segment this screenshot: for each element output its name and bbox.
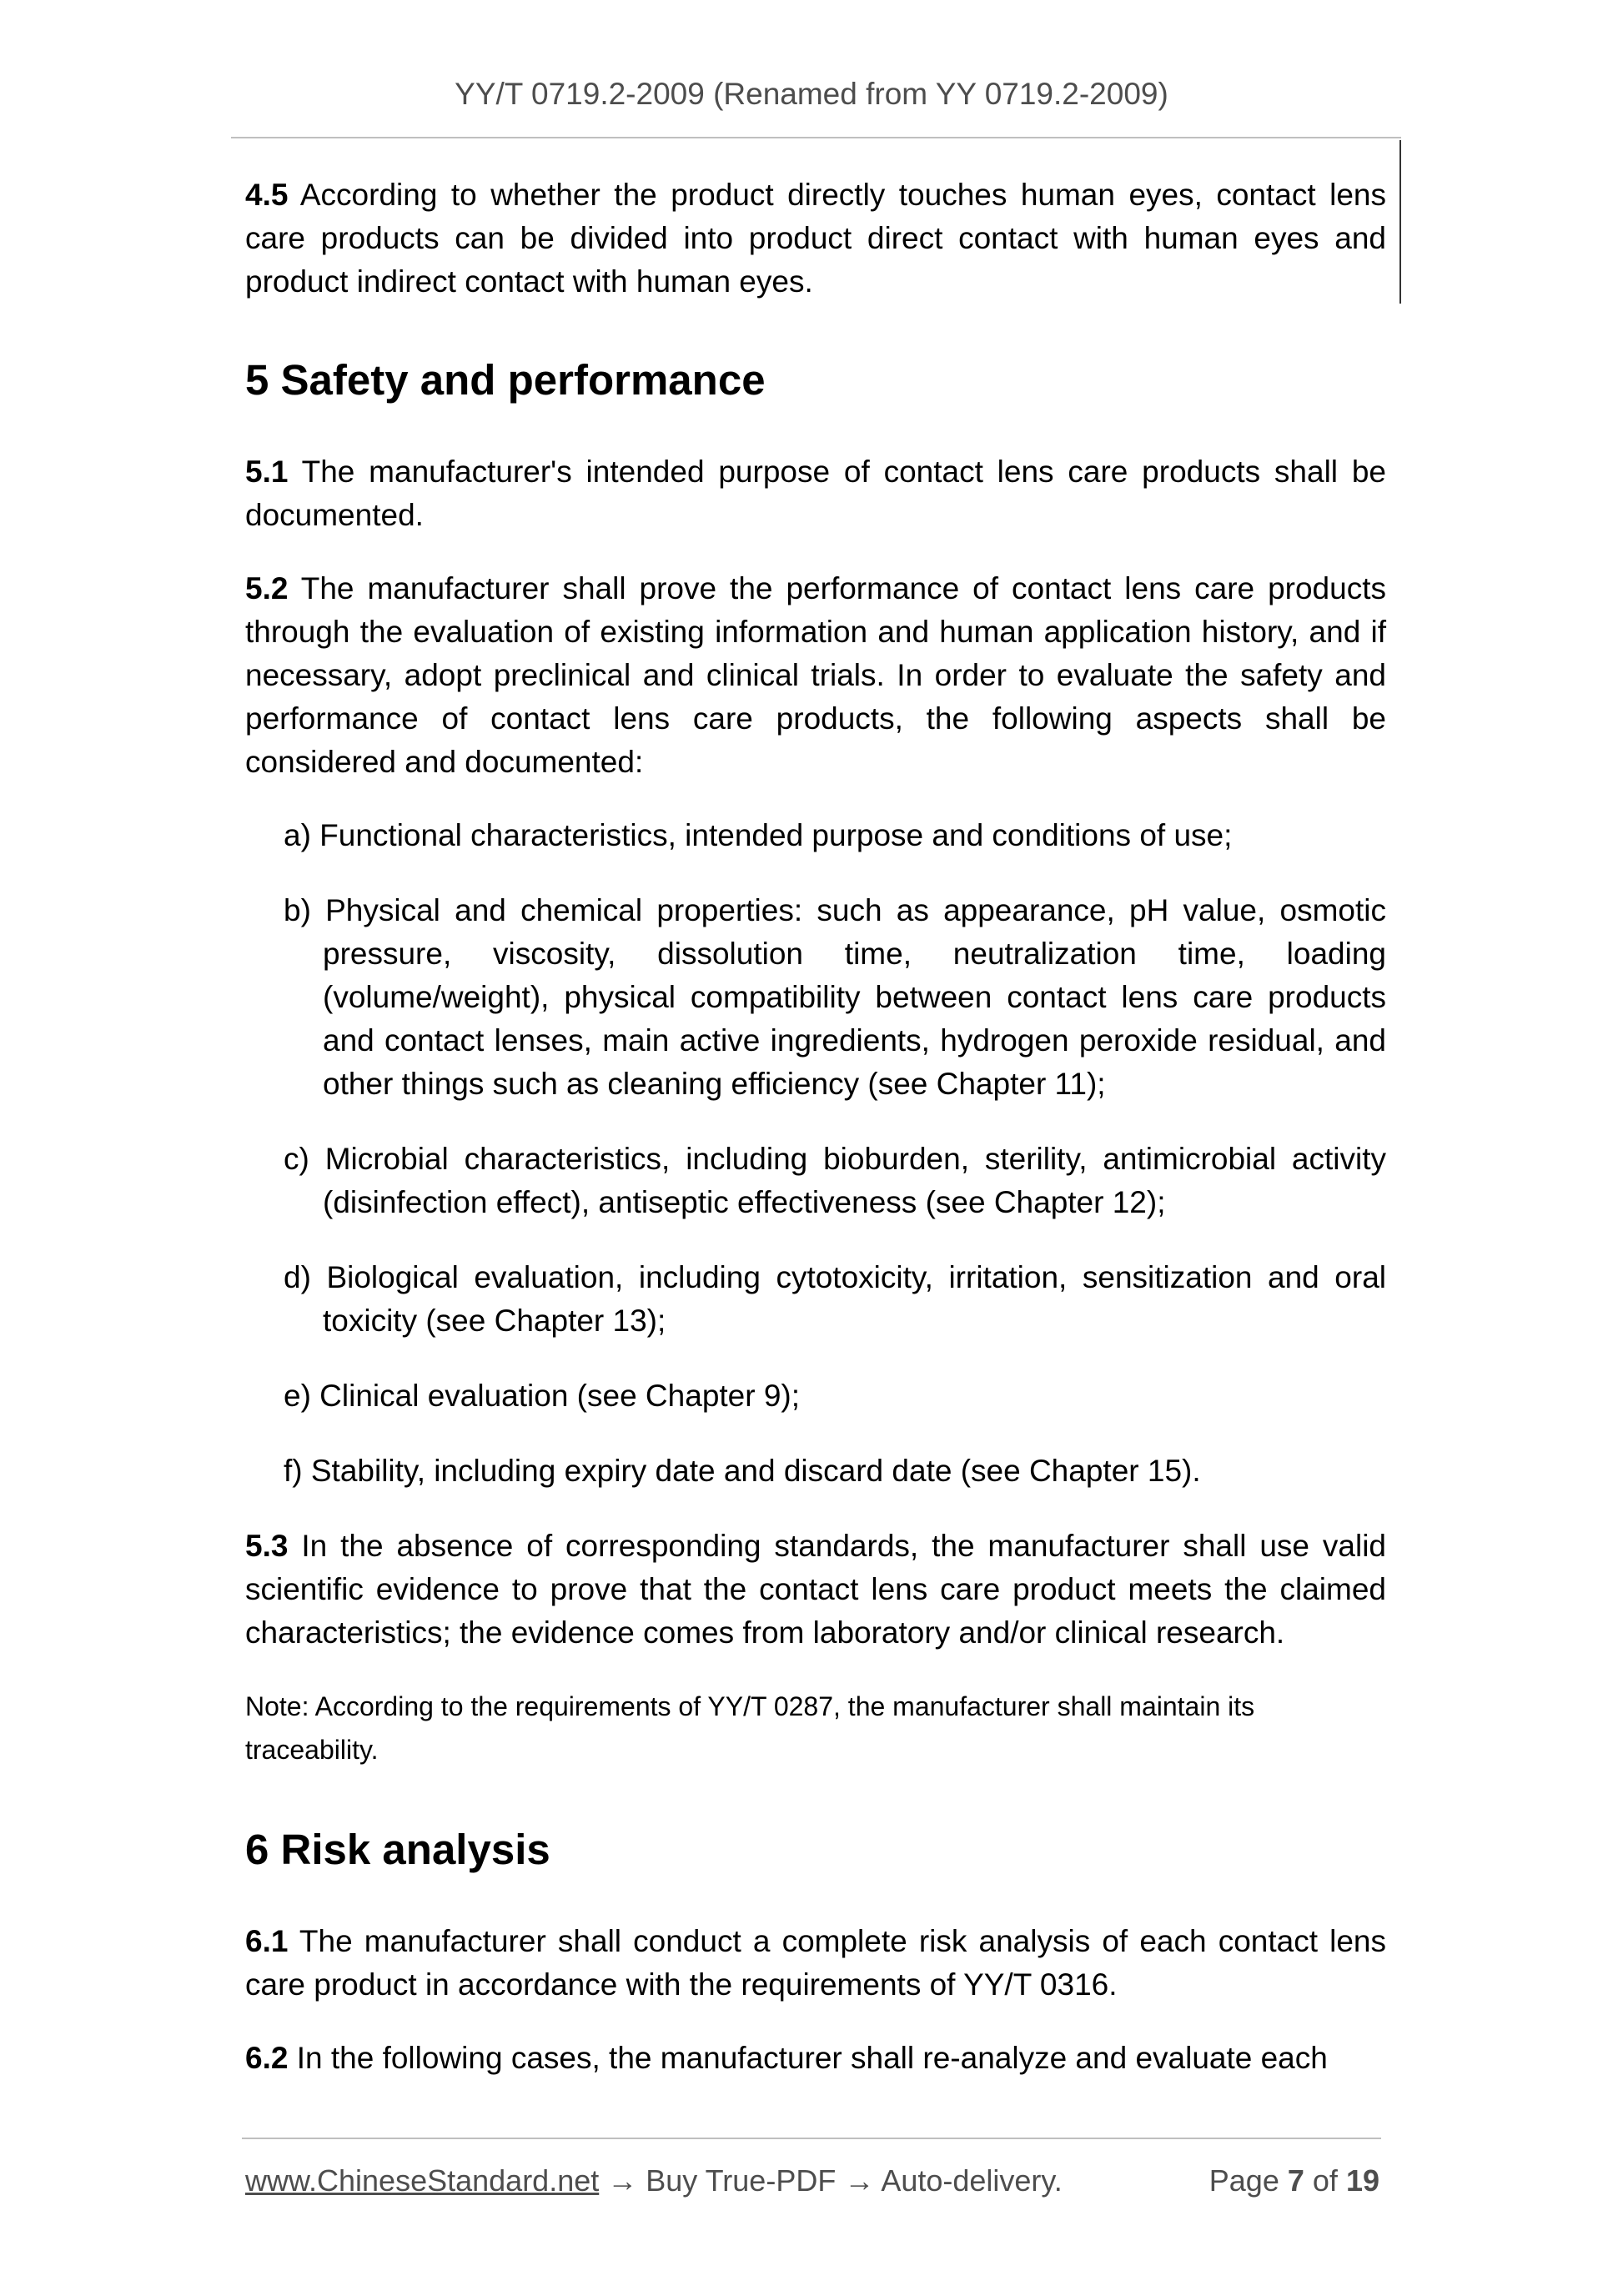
- list-item-a: a) Functional characteristics, intended purpose and conditions of use;: [284, 818, 1233, 852]
- clause-5-3: [245, 1525, 1386, 1655]
- clause-number: 5.1: [245, 455, 289, 489]
- clause-5-1: [245, 450, 1386, 537]
- clause-text: The manufacturer's intended purpose of contact lens care products shall be documented.: [245, 455, 1386, 532]
- list-item-d: d) Biological evaluation, including cytotoxicity, irritation, sensitization and oral toxicity (see Chapter 13);: [284, 1260, 1386, 1338]
- change-bar: [1399, 140, 1401, 304]
- clause-text: The manufacturer shall conduct a complete risk analysis of each contact lens care product in accordance with the requirements of YY/T 0316.: [245, 1924, 1386, 2002]
- list-item-e: e) Clinical evaluation (see Chapter 9);: [284, 1379, 801, 1413]
- clause-4-5: [245, 173, 1386, 304]
- clause-number: 5.2: [245, 571, 289, 605]
- clause-5-2: [245, 567, 1386, 784]
- clause-number: 6.1: [245, 1924, 289, 1958]
- clause-6-2: [245, 2037, 1386, 2080]
- page-header-title: YY/T 0719.2-2009 (Renamed from YY 0719.2-2009): [455, 77, 1168, 111]
- page-label: Page: [1208, 2163, 1279, 2198]
- footer-divider: [242, 2138, 1381, 2139]
- section-heading-5: 5 Safety and performance: [245, 356, 766, 404]
- clause-text: The manufacturer shall prove the performance of contact lens care products through the evaluation of existing information and human application history, and if necessary, adopt preclinical and clinical trials. In order to evaluate the safety and performance of contact lens care products, the following aspects shall be considered and documented:: [245, 571, 1386, 779]
- website-link[interactable]: www.ChineseStandard.net: [245, 2163, 600, 2198]
- clause-number: 5.3: [245, 1529, 289, 1563]
- of-label: of: [1312, 2163, 1338, 2198]
- footer-tagline: → Buy True-PDF → Auto-delivery.: [599, 2163, 1063, 2198]
- clause-number: 4.5: [245, 178, 289, 212]
- page-indicator: [1209, 2163, 1379, 2199]
- note: Note: According to the requirements of YY/T 0287, the manufacturer shall maintain its traceability.: [245, 1691, 1255, 1765]
- page-total: 19: [1345, 2163, 1379, 2198]
- clause-text: In the following cases, the manufacturer shall re-analyze and evaluate each: [288, 2041, 1328, 2075]
- page-footer: [245, 2163, 1379, 2199]
- section-heading-6: 6 Risk analysis: [245, 1826, 550, 1873]
- list-item-f: f) Stability, including expiry date and discard date (see Chapter 15).: [284, 1454, 1201, 1488]
- clause-text: In the absence of corresponding standards, the manufacturer shall use valid scientific evidence to prove that the contact lens care product meets the claimed characteristics; the evidence comes from laboratory and/or clinical research.: [245, 1529, 1386, 1650]
- clause-6-1: [245, 1920, 1386, 2007]
- document-body: [245, 173, 1386, 2080]
- header-divider: [231, 137, 1401, 138]
- page-number: 7: [1287, 2163, 1304, 2198]
- clause-text: According to whether the product directly touches human eyes, contact lens care products can be divided into product direct contact with human eyes and product indirect contact with human eyes.: [245, 178, 1386, 299]
- clause-number: 6.2: [245, 2041, 289, 2075]
- list-item-c: c) Microbial characteristics, including bioburden, sterility, antimicrobial activity (disinfection effect), antiseptic effectiveness (see Chapter 12);: [284, 1142, 1386, 1219]
- list-item-b: b) Physical and chemical properties: such as appearance, pH value, osmotic pressure, viscosity, dissolution time, neutralization time, loading (volume/weight), physical compatibility between contact lens care products and contact lenses, main active ingredients, hydrogen peroxide residual, and other things such as cleaning efficiency (see Chapter 11);: [284, 893, 1386, 1101]
